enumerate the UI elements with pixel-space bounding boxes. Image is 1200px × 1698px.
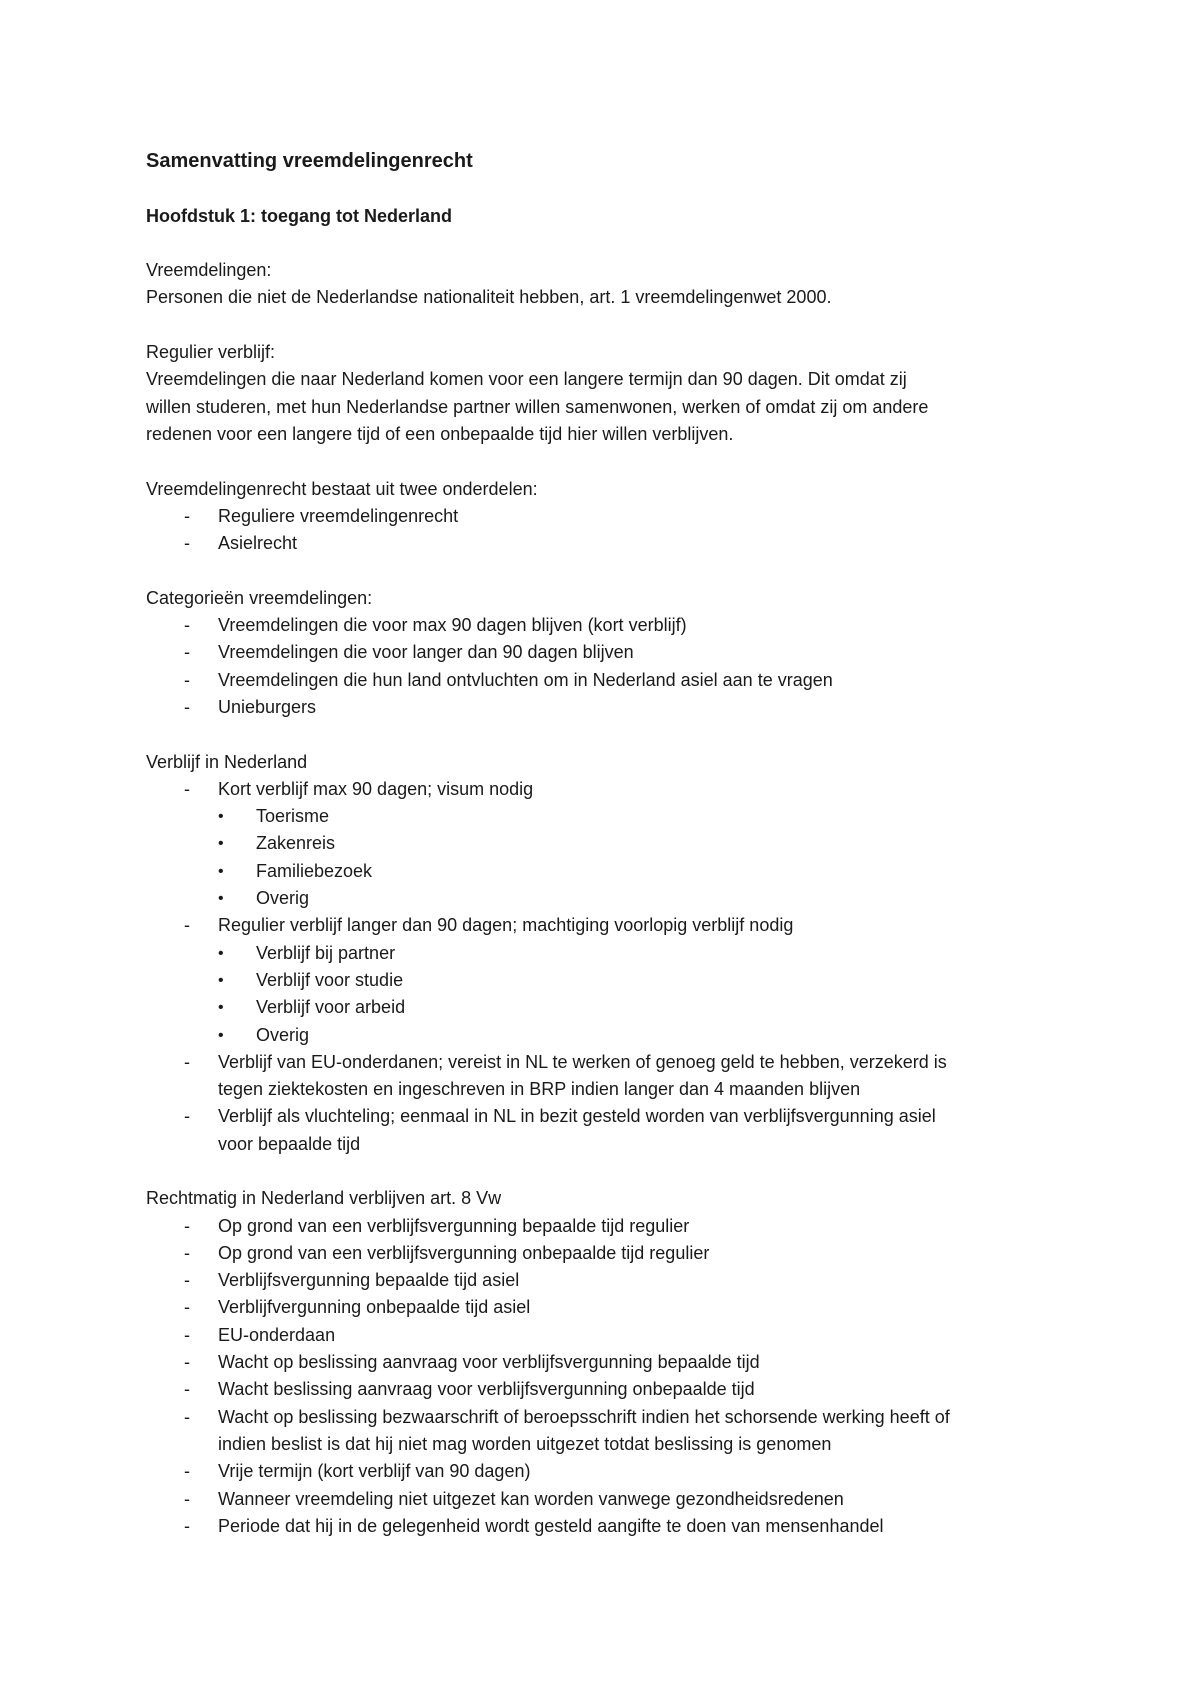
regulier-heading: Regulier verblijf: bbox=[146, 342, 276, 363]
list-item: - Op grond van een verblijfsvergunning bepaalde tijd regulier bbox=[184, 1215, 690, 1236]
categorieen-heading: Categorieën vreemdelingen: bbox=[146, 587, 373, 608]
onderdelen-heading: Vreemdelingenrecht bestaat uit twee onderdelen: bbox=[146, 478, 538, 499]
verblijf-heading: Verblijf in Nederland bbox=[146, 751, 308, 772]
regulier-text-line: Vreemdelingen die naar Nederland komen voor een langere termijn dan 90 dagen. Dit omdat zij bbox=[146, 369, 907, 390]
chapter-heading: Hoofdstuk 1: toegang tot Nederland bbox=[146, 205, 452, 226]
document-title: Samenvatting vreemdelingenrecht bbox=[146, 150, 473, 172]
sub-list-item: • Verblijf voor studie bbox=[218, 969, 404, 990]
list-item: - Vreemdelingen die voor max 90 dagen blijven (kort verblijf) bbox=[184, 615, 687, 636]
list-item: - Periode dat hij in de gelegenheid wordt gesteld aangifte te doen van mensenhandel bbox=[184, 1515, 884, 1536]
list-item: - Verblijfvergunning onbepaalde tijd asiel bbox=[184, 1297, 531, 1318]
sub-list-item: • Verblijf bij partner bbox=[218, 942, 396, 963]
list-item: - Verblijf van EU-onderdanen; vereist in NL te werken of genoeg geld te hebben, verzekerd is bbox=[184, 1051, 947, 1072]
sub-list-item: • Overig bbox=[218, 888, 310, 909]
vreemdelingen-heading: Vreemdelingen: bbox=[146, 260, 272, 281]
document-page bbox=[146, 148, 1066, 1540]
rechtmatig-heading: Rechtmatig in Nederland verblijven art. 8 Vw bbox=[146, 1188, 502, 1209]
list-item: - Wanneer vreemdeling niet uitgezet kan worden vanwege gezondheidsredenen bbox=[184, 1488, 844, 1509]
list-item: - Reguliere vreemdelingenrecht bbox=[184, 505, 459, 526]
list-item: - Wacht op beslissing aanvraag voor verblijfsvergunning bepaalde tijd bbox=[184, 1352, 760, 1373]
list-item: - Verblijfsvergunning bepaalde tijd asiel bbox=[184, 1270, 520, 1291]
list-item-continuation: voor bepaalde tijd bbox=[218, 1133, 361, 1154]
sub-list-item: • Toerisme bbox=[218, 806, 330, 827]
list-item: - Unieburgers bbox=[184, 696, 317, 717]
sub-list-item: • Familiebezoek bbox=[218, 860, 373, 881]
list-item: - Asielrecht bbox=[184, 533, 298, 554]
list-item-continuation: indien beslist is dat hij niet mag worden uitgezet totdat beslissing is genomen bbox=[218, 1433, 832, 1454]
list-item: - Vreemdelingen die voor langer dan 90 dagen blijven bbox=[184, 642, 634, 663]
list-item: - Vreemdelingen die hun land ontvluchten om in Nederland asiel aan te vragen bbox=[184, 669, 833, 690]
list-item: - Vrije termijn (kort verblijf van 90 dagen) bbox=[184, 1461, 531, 1482]
sub-list-item: • Verblijf voor arbeid bbox=[218, 997, 406, 1018]
vreemdelingen-text: Personen die niet de Nederlandse nationaliteit hebben, art. 1 vreemdelingenwet 2000. bbox=[146, 287, 832, 308]
list-item: - Wacht beslissing aanvraag voor verblijfsvergunning onbepaalde tijd bbox=[184, 1379, 755, 1400]
list-item: - Kort verblijf max 90 dagen; visum nodig bbox=[184, 778, 534, 799]
list-item: - Wacht op beslissing bezwaarschrift of beroepsschrift indien het schorsende werking heeft of bbox=[184, 1406, 950, 1427]
list-item-continuation: tegen ziektekosten en ingeschreven in BRP indien langer dan 4 maanden blijven bbox=[218, 1079, 861, 1100]
list-item: - Verblijf als vluchteling; eenmaal in NL in bezit gesteld worden van verblijfsvergunning asiel bbox=[184, 1106, 936, 1127]
regulier-text-line: redenen voor een langere tijd of een onbepaalde tijd hier willen verblijven. bbox=[146, 423, 734, 444]
sub-list-item: • Overig bbox=[218, 1024, 310, 1045]
sub-list-item: • Zakenreis bbox=[218, 833, 336, 854]
list-item: - Op grond van een verblijfsvergunning onbepaalde tijd regulier bbox=[184, 1242, 710, 1263]
list-item: - Regulier verblijf langer dan 90 dagen; machtiging voorlopig verblijf nodig bbox=[184, 915, 794, 936]
list-item: - EU-onderdaan bbox=[184, 1324, 336, 1345]
regulier-text-line: willen studeren, met hun Nederlandse partner willen samenwonen, werken of omdat zij om andere bbox=[146, 396, 929, 417]
